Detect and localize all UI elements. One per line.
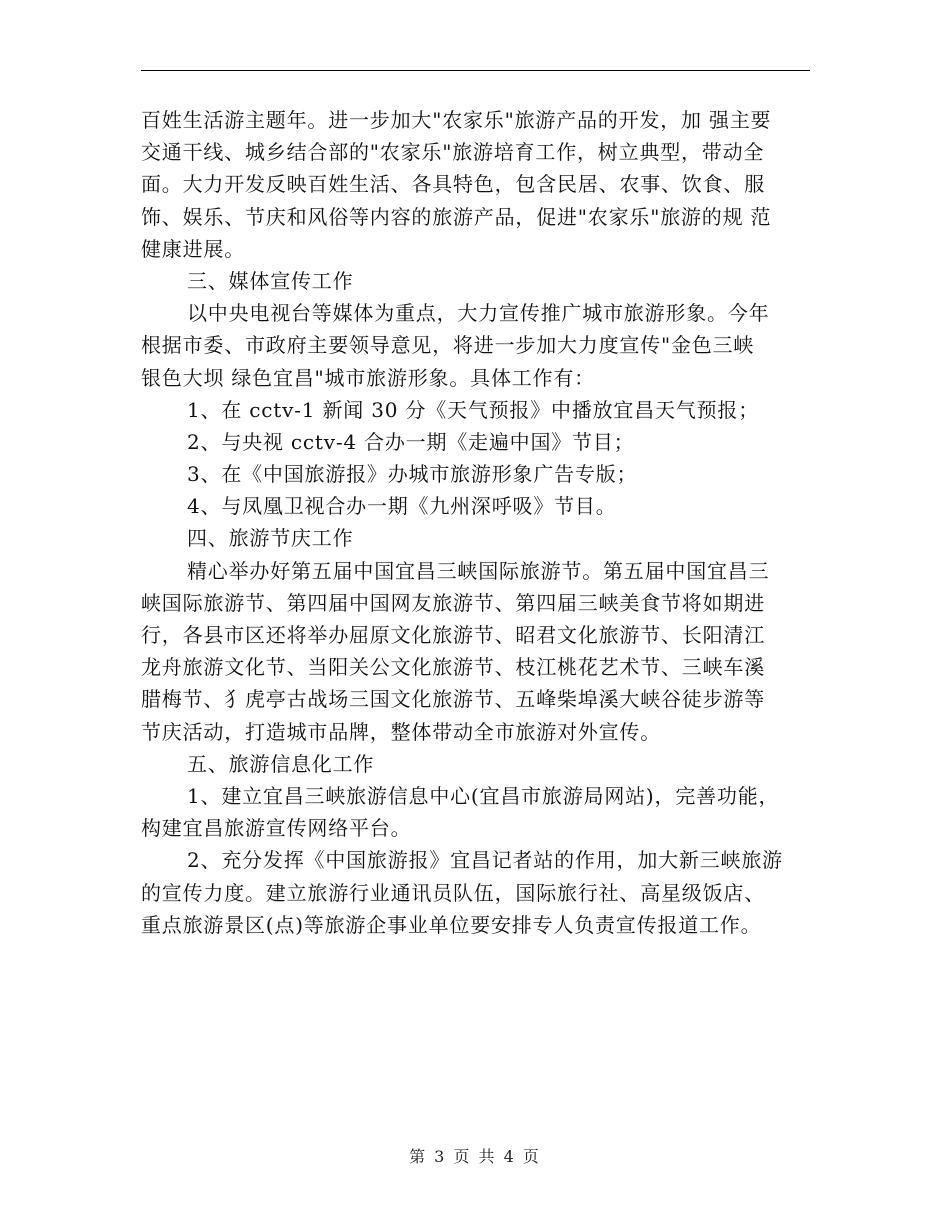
- list-item: 3、在《中国旅游报》办城市旅游形象广告专版；: [187, 462, 638, 487]
- text-line: 面。大力开发反映百姓生活、各具特色，包含民居、农事、饮食、服: [141, 172, 765, 197]
- list-item: 2、与央视 cctv-4 合办一期《走遍中国》节目；: [187, 429, 635, 454]
- text-line: 节庆活动，打造城市品牌，整体带动全市旅游对外宣传。: [141, 719, 661, 744]
- text-line: 行，各县市区还将举办屈原文化旅游节、昭君文化旅游节、长阳清江: [141, 623, 765, 647]
- text-line: 腊梅节、犭虎亭古战场三国文化旅游节、五峰柴埠溪大峡谷徒步游等: [141, 687, 765, 712]
- section-heading-festivals: 四、旅游节庆工作: [187, 526, 354, 551]
- text-line: 健康进展。: [141, 236, 245, 261]
- text-line: 龙舟旅游文化节、当阳关公文化旅游节、枝江桃花艺术节、三峡车溪: [141, 655, 765, 680]
- text-line: 银色大坝 绿色宜昌"城市旅游形象。具体工作有：: [141, 365, 595, 390]
- text-line: 交通干线、城乡结合部的"农家乐"旅游培育工作，树立典型，带动全: [141, 140, 765, 165]
- text-line: 的宣传力度。建立旅游行业通讯员队伍，国际旅行社、高星级饭店、: [141, 880, 765, 905]
- header-rule: [141, 70, 810, 71]
- text-line: 饰、娱乐、节庆和风俗等内容的旅游产品，促进"农家乐"旅游的规 范: [141, 204, 772, 229]
- text-line: 精心举办好第五届中国宜昌三峡国际旅游节。第五届中国宜昌三: [187, 558, 770, 583]
- text-line: 峡国际旅游节、第四届中国网友旅游节、第四届三峡美食节将如期进: [141, 590, 765, 615]
- section-heading-media: 三、媒体宣传工作: [187, 268, 354, 293]
- document-body: [141, 104, 810, 941]
- list-item: 1、建立宜昌三峡旅游信息中心(宜昌市旅游局网站)，完善功能，: [187, 783, 780, 808]
- list-item: 1、在 cctv-1 新闻 30 分《天气预报》中播放宜昌天气预报；: [187, 397, 760, 422]
- text-line: 构建宜昌旅游宣传网络平台。: [141, 816, 412, 841]
- text-line: 以中央电视台等媒体为重点，大力宣传推广城市旅游形象。今年: [187, 301, 770, 326]
- list-item: 2、充分发挥《中国旅游报》宜昌记者站的作用，加大新三峡旅游: [187, 848, 783, 873]
- text-line: 根据市委、市政府主要领导意见，将进一步加大力度宣传"金色三峡: [141, 333, 755, 358]
- list-item: 4、与凤凰卫视合办一期《九州深呼吸》节目。: [187, 494, 617, 519]
- page-number-footer: 第 3 页 共 4 页: [409, 1147, 541, 1166]
- text-line: 百姓生活游主题年。进一步加大"农家乐"旅游产品的开发，加 强主要: [141, 108, 772, 132]
- text-line: 重点旅游景区(点)等旅游企事业单位要安排专人负责宣传报道工作。: [141, 912, 762, 937]
- section-heading-informatization: 五、旅游信息化工作: [187, 751, 375, 776]
